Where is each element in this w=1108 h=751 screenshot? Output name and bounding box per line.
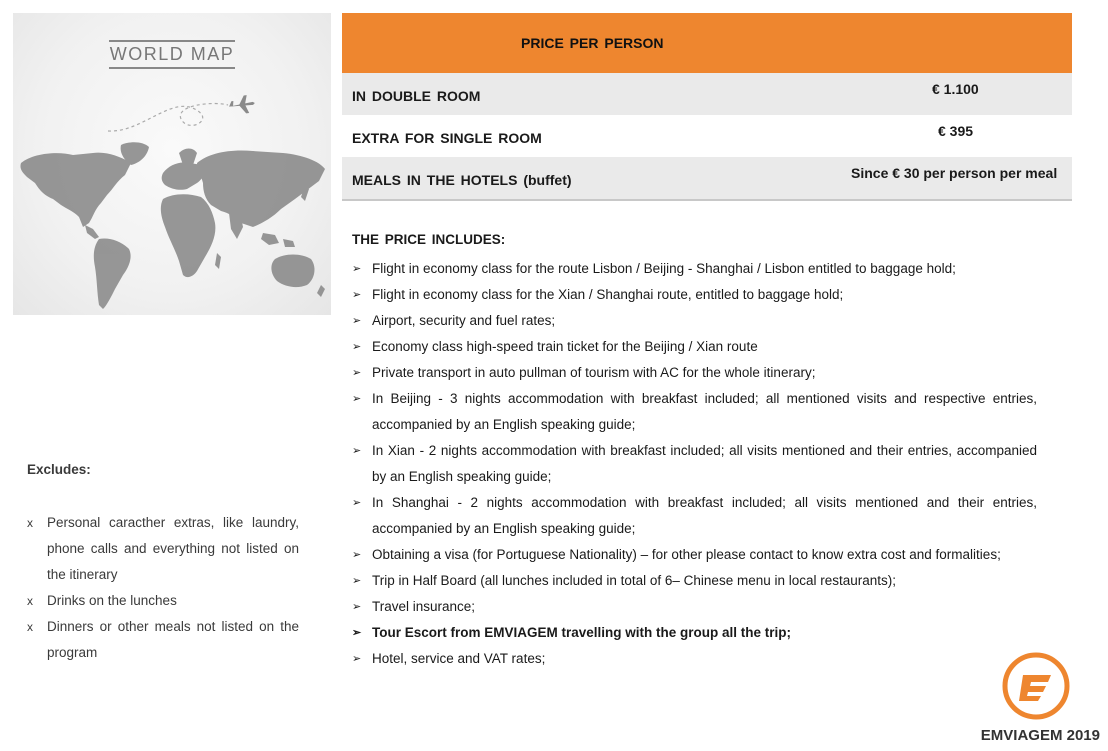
list-item: ➢ Flight in economy class for the route Lisbon / Beijing - Shanghai / Lisbon entitled to baggage hold; (352, 256, 1037, 282)
arrowhead-bullet-icon: ➢ (352, 575, 362, 587)
arrowhead-bullet-icon: ➢ (352, 445, 362, 457)
arrowhead-bullet-icon: ➢ (352, 653, 362, 665)
includes-list (352, 256, 1037, 672)
price-header-label: PRICE PER PERSON (521, 35, 664, 51)
arrowhead-bullet-icon: ➢ (352, 263, 362, 275)
x-bullet-icon: x (27, 620, 33, 634)
excludes-title: Excludes: (27, 462, 91, 477)
list-item: x Drinks on the lunches (27, 588, 299, 614)
airplane-icon (228, 94, 256, 115)
price-row-value: € 1.100 (932, 81, 979, 97)
footer-brand: EMVIAGEM 2019 (980, 727, 1100, 744)
arrowhead-bullet-icon: ➢ (352, 315, 362, 327)
price-row-value: € 395 (938, 123, 974, 139)
arrowhead-bullet-icon: ➢ (352, 289, 362, 301)
x-bullet-icon: x (27, 516, 33, 530)
arrowhead-bullet-icon: ➢ (352, 367, 362, 379)
arrowhead-bullet-icon: ➢ (352, 341, 362, 353)
list-item: ➢ Economy class high-speed train ticket for the Beijing / Xian route (352, 334, 1037, 360)
list-item: ➢ Private transport in auto pullman of tourism with AC for the whole itinerary; (352, 360, 1037, 386)
arrowhead-bullet-icon: ➢ (352, 601, 362, 613)
price-row-double-room (342, 73, 1072, 115)
list-item: ➢ In Xian - 2 nights accommodation with breakfast included; all visits mentioned and their entries, accompanied by an English speaking guide; (352, 438, 1037, 490)
list-item: ➢ Trip in Half Board (all lunches included in total of 6– Chinese menu in local restaurants); (352, 568, 1037, 594)
x-bullet-icon: x (27, 594, 33, 608)
arrowhead-bullet-icon: ➢ (352, 627, 362, 639)
list-item: ➢ Tour Escort from EMVIAGEM travelling with the group all the trip; (352, 620, 1037, 646)
arrowhead-bullet-icon: ➢ (352, 549, 362, 561)
list-item: ➢ In Shanghai - 2 nights accommodation with breakfast included; all visits mentioned and their entries, accompanied by an English speaking guide; (352, 490, 1037, 542)
list-item: x Personal caracther extras, like laundry, phone calls and everything not listed on the itinerary (27, 510, 299, 588)
arrowhead-bullet-icon: ➢ (352, 393, 362, 405)
excludes-list (27, 510, 299, 666)
list-item: ➢ Travel insurance; (352, 594, 1037, 620)
list-item: ➢ Airport, security and fuel rates; (352, 308, 1037, 334)
list-item: ➢ Obtaining a visa (for Portuguese Nationality) – for other please contact to know extra cost and formalities; (352, 542, 1037, 568)
price-row-single-room (342, 115, 1072, 157)
world-map-graphic (13, 13, 331, 315)
arrowhead-bullet-icon: ➢ (352, 497, 362, 509)
price-row-label: IN DOUBLE ROOM (352, 88, 481, 104)
includes-section (352, 230, 1037, 672)
includes-title: THE PRICE INCLUDES: (352, 232, 506, 247)
price-row-meals (342, 157, 1072, 201)
list-item: x Dinners or other meals not listed on the program (27, 614, 299, 666)
price-row-label: MEALS IN THE HOTELS (buffet) (352, 172, 572, 188)
map-title: WORLD MAP (13, 40, 331, 69)
price-row-value: Since € 30 per person per meal (851, 165, 1058, 181)
price-row-label: EXTRA FOR SINGLE ROOM (352, 130, 542, 146)
excludes-section (27, 460, 299, 666)
list-item: ➢ Hotel, service and VAT rates; (352, 646, 1037, 672)
list-item: ➢ Flight in economy class for the Xian / Shanghai route, entitled to baggage hold; (352, 282, 1037, 308)
world-map-image (13, 13, 331, 315)
list-item: ➢ In Beijing - 3 nights accommodation with breakfast included; all mentioned visits and respective entries, accompanied by an English speaking guide; (352, 386, 1037, 438)
emviagem-logo-icon (1001, 651, 1071, 721)
price-table-header (342, 13, 1072, 73)
